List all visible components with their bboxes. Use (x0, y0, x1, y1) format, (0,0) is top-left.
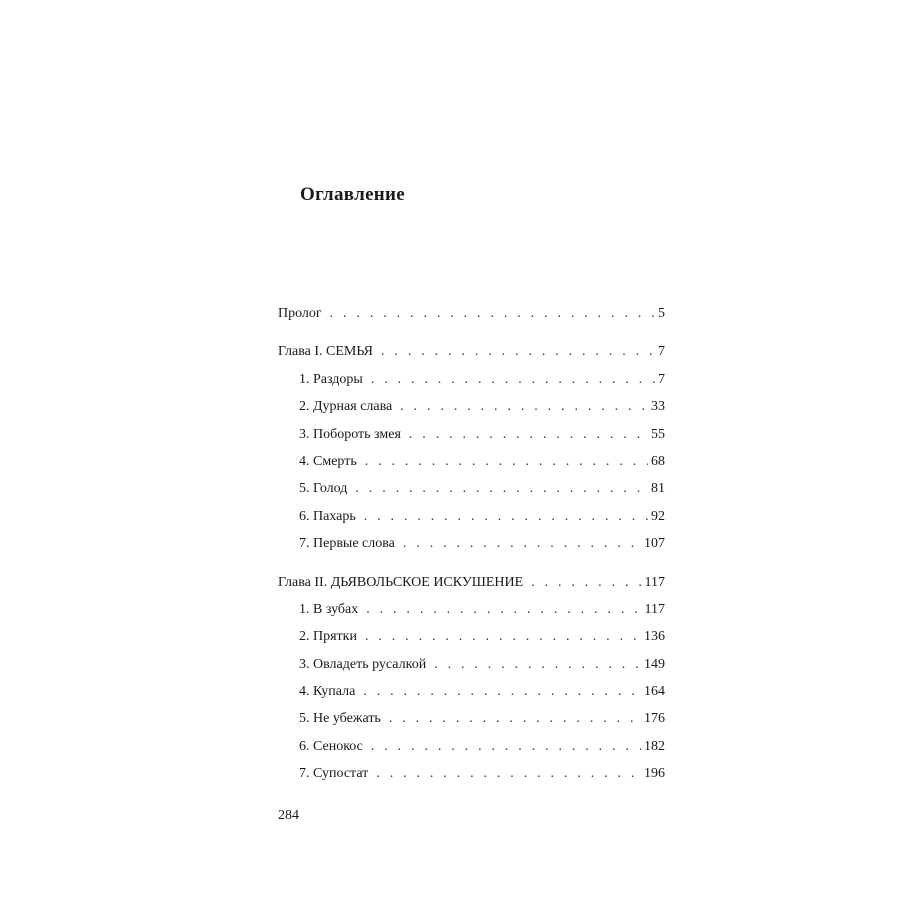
dot-leader (403, 536, 641, 552)
toc-entry-section[interactable] (278, 536, 665, 563)
toc-entry-section[interactable] (278, 372, 665, 399)
toc-entry-label: 4. Купала (299, 684, 356, 700)
toc-entry-label: Глава I. СЕМЬЯ (278, 344, 374, 360)
dot-leader (531, 575, 641, 591)
toc-entry-label: 2. Прятки (299, 629, 357, 645)
dot-leader (381, 344, 655, 360)
toc-entry-section[interactable] (278, 766, 665, 793)
toc-entry-page: 68 (651, 453, 665, 469)
toc-entry-label: 2. Дурная слава (299, 399, 393, 415)
page-number: 284 (278, 808, 299, 823)
toc-entry-prologue[interactable] (278, 306, 665, 333)
toc-entry-page: 33 (651, 399, 665, 415)
dot-leader (371, 372, 655, 388)
dot-leader (389, 711, 641, 727)
toc-entry-label: 7. Супостат (299, 766, 369, 782)
toc-entry-label: 6. Сенокос (299, 738, 363, 754)
toc-entry-section[interactable] (278, 427, 665, 454)
dot-leader (363, 684, 641, 700)
toc-entry-section[interactable] (278, 684, 665, 711)
toc-entry-page: 107 (644, 536, 665, 552)
dot-leader (409, 427, 648, 443)
table-of-contents (278, 306, 665, 794)
toc-entry-label: 5. Голод (299, 481, 348, 497)
toc-entry-section[interactable] (278, 629, 665, 656)
page-title: Оглавление (300, 184, 406, 205)
toc-entry-page: 81 (651, 481, 665, 497)
toc-entry-section[interactable] (278, 657, 665, 684)
toc-entry-label: 6. Пахарь (299, 508, 356, 524)
toc-entry-section[interactable] (278, 602, 665, 629)
toc-entry-page: 7 (658, 344, 665, 360)
toc-entry-page: 117 (644, 574, 665, 590)
toc-entry-label: 1. В зубах (299, 601, 359, 617)
toc-entry-page: 117 (644, 601, 665, 617)
dot-leader (364, 509, 648, 525)
toc-entry-section[interactable] (278, 399, 665, 426)
toc-entry-page: 182 (644, 738, 665, 754)
toc-entry-label: Глава II. ДЬЯВОЛЬСКОЕ ИСКУШЕНИЕ (278, 574, 524, 590)
toc-entry-label: 4. Смерть (299, 453, 357, 469)
dot-leader (376, 766, 641, 782)
toc-entry-chapter-1[interactable] (278, 344, 665, 371)
toc-entry-page: 5 (658, 306, 665, 321)
toc-entry-page: 7 (658, 371, 665, 387)
toc-entry-section[interactable] (278, 711, 665, 738)
toc-entry-label: 5. Не убежать (299, 711, 381, 727)
toc-entry-page: 136 (644, 629, 665, 645)
toc-entry-section[interactable] (278, 481, 665, 508)
toc-entry-section[interactable] (278, 739, 665, 766)
toc-entry-page: 196 (644, 766, 665, 782)
toc-entry-chapter-2[interactable] (278, 575, 665, 602)
dot-leader (434, 657, 641, 673)
dot-leader (365, 454, 648, 470)
dot-leader (330, 306, 655, 322)
dot-leader (400, 399, 648, 415)
toc-entry-page: 55 (651, 426, 665, 442)
toc-entry-page: 149 (644, 656, 665, 672)
toc-entry-page: 92 (651, 508, 665, 524)
toc-entry-section[interactable] (278, 454, 665, 481)
toc-entry-label: 7. Первые слова (299, 536, 395, 552)
toc-entry-section[interactable] (278, 509, 665, 536)
toc-entry-page: 164 (644, 684, 665, 700)
toc-entry-label: 3. Побороть змея (299, 426, 401, 442)
dot-leader (365, 629, 641, 645)
dot-leader (371, 739, 641, 755)
dot-leader (355, 481, 648, 497)
toc-entry-page: 176 (644, 711, 665, 727)
dot-leader (366, 602, 641, 618)
toc-entry-label: 3. Овладеть русалкой (299, 656, 427, 672)
toc-entry-label: 1. Раздоры (299, 371, 363, 387)
toc-entry-label: Пролог (278, 306, 322, 321)
